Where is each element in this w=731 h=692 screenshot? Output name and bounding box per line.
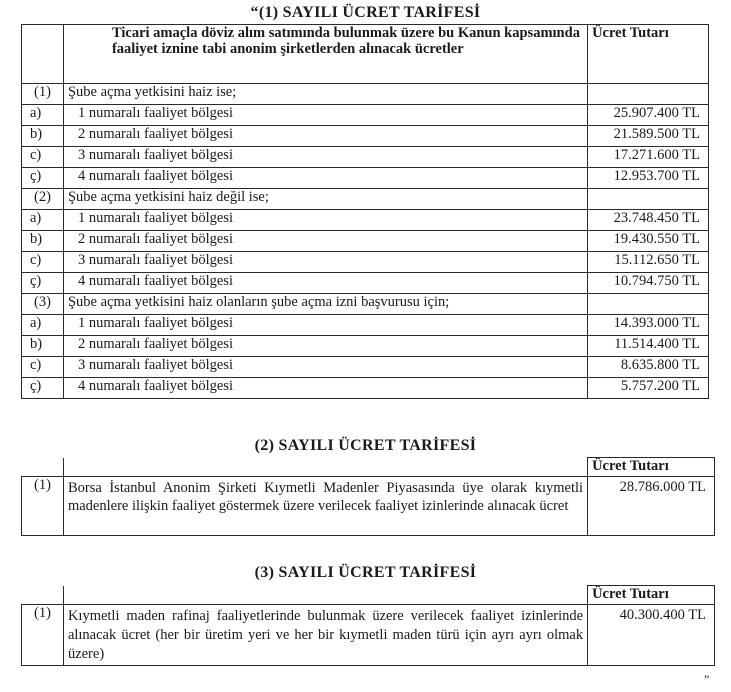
tariff1-item-row [22,378,709,399]
tariff2-row-amount: 28.786.000 TL [588,477,715,536]
item-desc: 1 numaralı faaliyet bölgesi [63,105,587,126]
tariff1-item-row [22,252,709,273]
item-label: ç) [22,168,64,189]
tariff3-table [21,585,715,666]
tariff1-table [21,24,709,399]
tariff1-item-row [22,336,709,357]
tariff3-row [22,605,715,666]
item-desc: 3 numaralı faaliyet bölgesi [63,357,587,378]
tariff1-group-row [22,189,709,210]
tariff1-header-amount: Ücret Tutarı [588,25,709,84]
item-desc: 2 numaralı faaliyet bölgesi [63,231,587,252]
item-desc: 3 numaralı faaliyet bölgesi [63,252,587,273]
tariff1-item-row [22,231,709,252]
item-amount: 10.794.750 TL [588,273,709,294]
item-desc: 3 numaralı faaliyet bölgesi [63,147,587,168]
tariff2-title: (2) SAYILI ÜCRET TARİFESİ [254,437,477,454]
header-empty-cell [22,25,64,84]
closing-quote-mark: ” [704,672,710,686]
item-label: a) [22,210,64,231]
tariff2-table [21,457,715,536]
tariff2-header-row [22,458,715,477]
tariff1-group-row [22,294,709,315]
group-title: Şube açma yetkisini haiz olanların şube açma izni başvurusu için; [63,294,587,315]
item-label: a) [22,105,64,126]
item-amount: 17.271.600 TL [588,147,709,168]
tariff3-row-amount: 40.300.400 TL [588,605,715,666]
tariff1-title: “(1) SAYILI ÜCRET TARİFESİ [250,4,481,21]
group-label: (1) [22,84,64,105]
tariff1-group-row [22,84,709,105]
tariff2-row-desc: Borsa İstanbul Anonim Şirketi Kıymetli Madenler Piyasasında üye olarak kıymetli madenlere ilişkin faaliyet göstermek üzere verilecek faaliyet izinlerinde alınacak ücret [63,477,587,536]
tariff1-body [22,84,709,399]
item-amount: 12.953.700 TL [588,168,709,189]
item-amount: 14.393.000 TL [588,315,709,336]
group-label: (3) [22,294,64,315]
tariff1-item-row [22,315,709,336]
item-amount: 11.514.400 TL [588,336,709,357]
item-label: ç) [22,378,64,399]
item-amount: 19.430.550 TL [588,231,709,252]
tariff2-header-empty2 [63,458,587,477]
group-title: Şube açma yetkisini haiz ise; [63,84,587,105]
item-desc: 4 numaralı faaliyet bölgesi [63,378,587,399]
item-label: b) [22,336,64,357]
item-amount: 15.112.650 TL [588,252,709,273]
tariff1-item-row [22,168,709,189]
item-label: c) [22,252,64,273]
tariff2-row [22,477,715,536]
item-label: c) [22,147,64,168]
item-label: b) [22,126,64,147]
tariff2-row-label: (1) [22,477,64,536]
tariff1-item-row [22,126,709,147]
group-label: (2) [22,189,64,210]
group-amount-empty [588,189,709,210]
item-label: c) [22,357,64,378]
item-amount: 8.635.800 TL [588,357,709,378]
item-amount: 21.589.500 TL [588,126,709,147]
item-amount: 23.748.450 TL [588,210,709,231]
tariff2-header-empty [22,458,64,477]
item-label: b) [22,231,64,252]
item-label: a) [22,315,64,336]
tariff1-header-row [22,25,709,84]
tariff3-row-label: (1) [22,605,64,666]
item-desc: 1 numaralı faaliyet bölgesi [63,210,587,231]
item-amount: 5.757.200 TL [588,378,709,399]
tariff1-item-row [22,357,709,378]
group-amount-empty [588,84,709,105]
item-label: ç) [22,273,64,294]
item-desc: 4 numaralı faaliyet bölgesi [63,168,587,189]
tariff1-item-row [22,273,709,294]
item-desc: 2 numaralı faaliyet bölgesi [63,336,587,357]
tariff3-header-amount: Ücret Tutarı [588,586,715,605]
group-title: Şube açma yetkisini haiz değil ise; [63,189,587,210]
item-desc: 2 numaralı faaliyet bölgesi [63,126,587,147]
tariff3-header-empty2 [63,586,587,605]
item-desc: 4 numaralı faaliyet bölgesi [63,273,587,294]
tariff1-item-row [22,210,709,231]
tariff3-title: (3) SAYILI ÜCRET TARİFESİ [254,564,477,581]
tariff1-item-row [22,105,709,126]
tariff1-header-desc: Ticari amaçla döviz alım satımında bulunmak üzere bu Kanun kapsamında faaliyet iznine tabi anonim şirketlerden alınacak ücretler [63,25,587,84]
tariff3-row-desc: Kıymetli maden rafinaj faaliyetlerinde bulunmak üzere verilecek faaliyet izinlerinde alınacak ücret (her bir üretim yeri ve her bir kıymetli maden türü için ayrı ayrı olmak üzere) [63,605,587,666]
item-amount: 25.907.400 TL [588,105,709,126]
item-desc: 1 numaralı faaliyet bölgesi [63,315,587,336]
tariff2-header-amount: Ücret Tutarı [588,458,715,477]
group-amount-empty [588,294,709,315]
tariff3-header-row [22,586,715,605]
tariff1-item-row [22,147,709,168]
tariff3-header-empty [22,586,64,605]
